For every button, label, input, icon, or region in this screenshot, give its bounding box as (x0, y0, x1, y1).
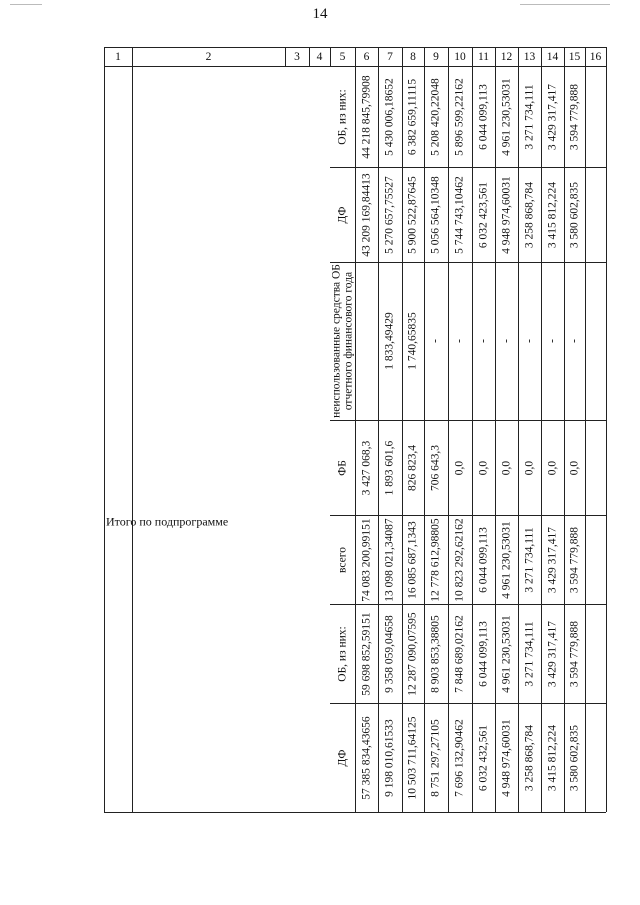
cell-value: 3 429 317,417 (545, 83, 558, 150)
column-line (518, 47, 519, 812)
header-number: 7 (387, 51, 393, 63)
row-line (330, 703, 606, 704)
cell-value: 57 385 834,43656 (359, 715, 372, 800)
cell-value: 0,0 (567, 460, 580, 475)
cell-value: 3 271 734,111 (522, 620, 535, 687)
cell-value: 9 358 059,04658 (383, 614, 396, 693)
cell-value: - (499, 339, 512, 343)
cell-value: 59 698 852,59151 (359, 611, 372, 696)
cell-value: 3 594 779,888 (567, 83, 580, 150)
header-number: 5 (339, 51, 346, 63)
cell-value: 3 427 068,3 (359, 440, 372, 495)
cell-value: 3 580 602,835 (567, 181, 580, 248)
cell-value: 5 056 564,10348 (429, 175, 442, 254)
header-number: 8 (410, 51, 416, 63)
cell-value: 3 429 317,417 (545, 620, 558, 687)
column-header-c10: ОБ, из них: (335, 625, 348, 682)
cell-value: 4 961 230,53031 (499, 614, 512, 693)
column-line (472, 47, 473, 812)
row-line (330, 420, 606, 421)
cell-value: 3 429 317,417 (545, 526, 558, 593)
cell-value: 3 271 734,111 (522, 526, 535, 593)
cell-value: 1 740,65835 (406, 312, 419, 370)
cell-value: 10 503 711,64125 (406, 716, 419, 799)
cell-value: 5 208 420,22048 (429, 77, 442, 156)
row-line (330, 604, 606, 605)
cell-value: 6 044 099,113 (476, 526, 489, 593)
column-line (424, 47, 425, 812)
subprogram-total-label: Итого по подпрограмме (106, 514, 229, 529)
cell-value: - (545, 339, 558, 343)
row-line (330, 167, 606, 168)
header-number: 3 (294, 51, 300, 63)
scan-mark (520, 4, 610, 5)
header-number: 1 (115, 51, 121, 63)
table-border-bottom (104, 812, 606, 813)
cell-value: 10 823 292,62162 (453, 517, 466, 602)
cell-value: 74 083 200,99151 (359, 517, 372, 602)
column-line (402, 47, 403, 812)
cell-value: - (522, 339, 535, 343)
cell-value: 1 893 601,6 (383, 440, 396, 495)
cell-value: - (453, 339, 466, 343)
cell-value: 5 896 599,22162 (453, 77, 466, 156)
cell-value: 3 594 779,888 (567, 526, 580, 593)
cell-value: 5 430 006,18652 (383, 77, 396, 156)
column-line (564, 47, 565, 812)
column-header-c6: ДФ (335, 206, 348, 223)
column-line (541, 47, 542, 812)
header-number: 10 (454, 51, 466, 63)
cell-value: 3 258 868,784 (522, 724, 535, 791)
cell-value: 6 382 659,11115 (406, 78, 419, 155)
cell-value: 3 415 812,224 (545, 724, 558, 791)
cell-value: 4 961 230,53031 (499, 520, 512, 599)
cell-value: 0,0 (499, 460, 512, 475)
column-header-c7-cont: отчетного финансового года (341, 271, 354, 411)
header-number: 12 (500, 51, 513, 63)
cell-value: 12 778 612,98805 (429, 517, 442, 602)
cell-value: 8 903 853,38805 (429, 614, 442, 693)
column-line (606, 47, 607, 812)
header-number: 13 (523, 51, 536, 63)
cell-value: 6 044 099,113 (476, 620, 489, 687)
cell-value: - (429, 339, 442, 343)
cell-value: 3 580 602,835 (567, 724, 580, 791)
cell-value: 6 032 432,561 (476, 724, 489, 791)
cell-value: 3 258 868,784 (522, 181, 535, 248)
cell-value: 0,0 (522, 460, 535, 475)
cell-value: 43 209 169,84413 (359, 172, 372, 257)
row-line (330, 262, 606, 263)
cell-value: 6 044 099,113 (476, 83, 489, 150)
cell-value: - (567, 339, 580, 343)
header-band-line (355, 66, 356, 812)
cell-value: 3 594 779,888 (567, 620, 580, 687)
row-line (330, 515, 606, 516)
header-number: 4 (316, 51, 323, 63)
cell-value: 1 833,49429 (383, 312, 396, 370)
column-line (378, 47, 379, 812)
column-header-c7: неиспользованные средства ОБ (329, 264, 342, 418)
header-number: 6 (363, 51, 370, 63)
cell-value: 5 744 743,10462 (453, 175, 466, 254)
column-line (448, 47, 449, 812)
header-number: 14 (546, 51, 559, 63)
header-number: 15 (568, 51, 581, 63)
column-header-c8: ФБ (335, 459, 348, 476)
page-number: 14 (312, 6, 328, 22)
cell-value: 8 751 297,27105 (429, 718, 442, 797)
cell-value: - (476, 339, 489, 343)
column-line (495, 47, 496, 812)
header-number: 16 (589, 51, 602, 63)
cell-value: 706 643,3 (429, 444, 442, 491)
cell-value: 5 270 657,75527 (383, 175, 396, 254)
cell-value: 7 848 689,02162 (453, 614, 466, 693)
column-header-c9: всего (335, 546, 348, 573)
header-number: 11 (477, 51, 490, 63)
cell-value: 9 198 010,61533 (383, 718, 396, 797)
column-line (132, 47, 133, 812)
cell-value: 5 900 522,87645 (406, 175, 419, 254)
column-line (585, 47, 586, 812)
cell-value: 4 961 230,53031 (499, 77, 512, 156)
header-number: 2 (205, 51, 212, 63)
cell-value: 13 098 021,34087 (383, 517, 396, 602)
cell-value: 0,0 (545, 460, 558, 475)
cell-value: 0,0 (453, 460, 466, 475)
header-number: 9 (433, 51, 439, 63)
cell-value: 3 415 812,224 (545, 181, 558, 248)
cell-value: 6 032 423,561 (476, 181, 489, 248)
scan-mark (10, 4, 42, 5)
cell-value: 44 218 845,79908 (359, 74, 372, 159)
cell-value: 12 287 090,07595 (406, 611, 419, 696)
cell-value: 826 823,4 (406, 444, 419, 491)
column-header-c5: ОБ, из них: (335, 88, 348, 145)
column-line (104, 47, 105, 812)
cell-value: 3 271 734,111 (522, 83, 535, 150)
cell-value: 7 696 132,90462 (453, 718, 466, 797)
cell-value: 4 948 974,60031 (499, 718, 512, 797)
cell-value: 4 948 974,60031 (499, 175, 512, 254)
column-header-c11: ДФ (335, 749, 348, 766)
cell-value: 16 085 687,1343 (406, 520, 419, 599)
cell-value: 0,0 (476, 460, 489, 475)
